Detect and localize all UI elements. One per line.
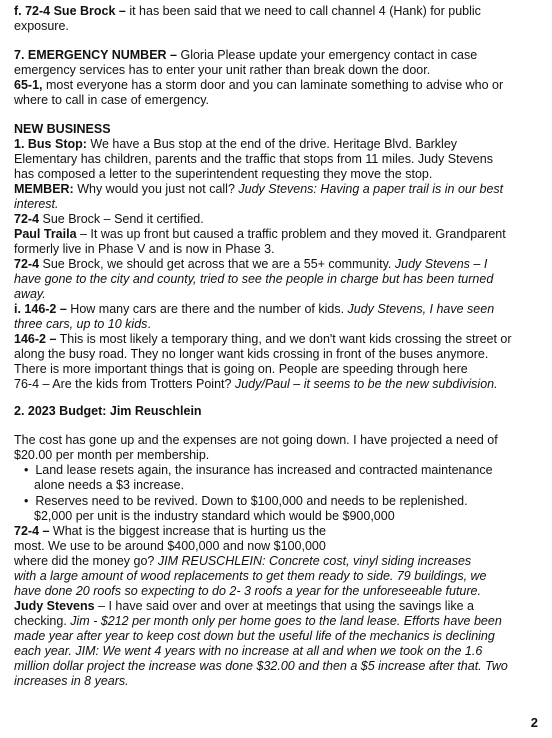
budget-line-1: The cost has gone up and the expenses are not going down. I have projected a need of: [14, 433, 498, 447]
nb-line-5: interest.: [14, 197, 59, 211]
budget-text-8: – I have said over and over at meetings that using the savings like a: [94, 599, 474, 613]
item-f-line-2: exposure.: [14, 19, 69, 33]
budget-bullet-1: [24, 463, 493, 478]
item-7-text: Gloria Please update your emergency contact in case: [177, 48, 478, 62]
budget-line-3: [14, 524, 326, 539]
bullet-dot-icon: •: [24, 494, 36, 508]
nb-text-9b: Judy Stevens – I: [394, 257, 488, 271]
nb-line-2: Elementary has children, parents and the traffic that stops from 11 miles. Judy Stevens: [14, 152, 493, 166]
budget-line-7: have done 20 roofs so expecting to do 2- 3 roofs a year for the unforeseeable future.: [14, 584, 481, 598]
nb-lead-9: 72-4: [14, 257, 40, 271]
nb-line-16: There is more important things that is going on. People are speeding through here: [14, 362, 468, 376]
budget-bullet-2-cont: $2,000 per unit is the industry standard which would be $900,000: [34, 509, 395, 523]
nb-lead-14: 146-2 –: [14, 332, 57, 346]
bullet-2-text: Reserves need to be revived. Down to $100,000 and needs to be replenished.: [35, 494, 468, 508]
bullet-1-text: Land lease resets again, the insurance has increased and contracted maintenance: [35, 463, 493, 477]
nb-text-1: We have a Bus stop at the end of the drive. Heritage Blvd. Barkley: [86, 137, 458, 151]
nb-line-1: [14, 137, 457, 152]
nb-text-14: This is most likely a temporary thing, and we don't want kids crossing the street or: [56, 332, 512, 346]
nb-text-17b: Judy/Paul – it seems to be the new subdivision.: [234, 377, 498, 391]
item-7-line-4: where to call in case of emergency.: [14, 93, 210, 107]
nb-text-13a: three cars, up to 10 kids: [14, 317, 148, 331]
budget-line-5: [14, 554, 471, 569]
nb-line-12: [14, 302, 494, 317]
nb-line-11: away.: [14, 287, 46, 301]
budget-line-6: with a large amount of wood replacements to get them ready to side. 79 buildings, we: [14, 569, 487, 583]
nb-line-4: [14, 182, 503, 197]
budget-line-9: [14, 614, 502, 629]
budget-line-10: made year after year to keep cost down but the useful life of the mechanics is declining: [14, 629, 495, 643]
nb-text-7: – It was up front but caused a traffic problem and they moved it. Grandparent: [76, 227, 506, 241]
budget-line-11: each year. JIM: We went 4 years with no increase at all and when we took on the 1.6: [14, 644, 483, 658]
nb-lead-6: 72-4: [14, 212, 40, 226]
item-7-lead-2: 65-1,: [14, 78, 43, 92]
budget-bullet-1-cont: alone needs a $3 increase.: [34, 478, 185, 492]
nb-text-6: Sue Brock – Send it certified.: [39, 212, 204, 226]
budget-line-2: $20.00 per month per membership.: [14, 448, 210, 462]
budget-line-4: most. We use to be around $400,000 and now $100,000: [14, 539, 326, 553]
nb-line-7: [14, 227, 506, 242]
nb-text-12a: How many cars are there and the number of kids.: [66, 302, 348, 316]
member-lead: MEMBER:: [14, 182, 74, 196]
nb-text-9a: Sue Brock, we should get across that we are a 55+ community.: [39, 257, 395, 271]
budget-lead-3: 72-4 –: [14, 524, 50, 538]
budget-text-5b: JIM REUSCHLEIN: Concrete cost, vinyl siding increases: [157, 554, 472, 568]
bus-stop-lead: 1. Bus Stop:: [14, 137, 87, 151]
budget-bullet-2: [24, 494, 468, 509]
nb-text-4b: Judy Stevens: Having a paper trail is in our best: [238, 182, 504, 196]
budget-text-3: What is the biggest increase that is hurting us the: [49, 524, 326, 538]
nb-text-4a: Why would you just not call?: [73, 182, 239, 196]
budget-line-13: increases in 8 years.: [14, 674, 129, 688]
nb-line-10: have gone to the city and county, tried to see the people in charge but has been turned: [14, 272, 494, 286]
item-f-lead: f. 72-4 Sue Brock –: [14, 4, 126, 18]
nb-lead-12: i. 146-2 –: [14, 302, 67, 316]
item-7-line-2: emergency services has to enter your unit rather than break down the door.: [14, 63, 431, 77]
judy-lead: Judy Stevens: [14, 599, 95, 613]
bullet-dot-icon: •: [24, 463, 36, 477]
item-7-text-3: most everyone has a storm door and you can laminate something to advise who or: [42, 78, 504, 92]
paul-lead: Paul Traila: [14, 227, 77, 241]
item-7-line-3: [14, 78, 503, 93]
nb-line-15: along the busy road. They no longer want kids crossing in front of the buses anymore.: [14, 347, 489, 361]
nb-text-12b: Judy Stevens, I have seen: [347, 302, 495, 316]
budget-line-12: million dollar project the increase was done $32.00 and then a $5 increase after that. Two: [14, 659, 508, 673]
item-7-lead: 7. EMERGENCY NUMBER –: [14, 48, 177, 62]
item-f-line-1: [14, 4, 481, 19]
budget-text-9a: checking.: [14, 614, 71, 628]
page-number: 2: [530, 715, 538, 730]
nb-line-14: [14, 332, 512, 347]
nb-text-13b: .: [147, 317, 151, 331]
nb-line-17: [14, 377, 498, 392]
nb-line-3: has composed a letter to the superintendent requesting they move the stop.: [14, 167, 433, 181]
budget-text-5a: where did the money go?: [14, 554, 158, 568]
section-heading-new-business: NEW BUSINESS: [14, 122, 111, 136]
section-heading-budget: 2. 2023 Budget: Jim Reuschlein: [14, 404, 202, 418]
budget-line-8: [14, 599, 474, 614]
item-7-line-1: [14, 48, 477, 63]
item-f-text: it has been said that we need to call channel 4 (Hank) for public: [125, 4, 481, 18]
nb-line-8: formerly live in Phase V and is now in Phase 3.: [14, 242, 275, 256]
nb-line-9: [14, 257, 487, 272]
nb-line-6: [14, 212, 204, 227]
nb-text-17a: 76-4 – Are the kids from Trotters Point?: [14, 377, 235, 391]
nb-line-13: [14, 317, 151, 332]
budget-text-9b: Jim - $212 per month only per home goes to the land lease. Efforts have been: [70, 614, 502, 628]
